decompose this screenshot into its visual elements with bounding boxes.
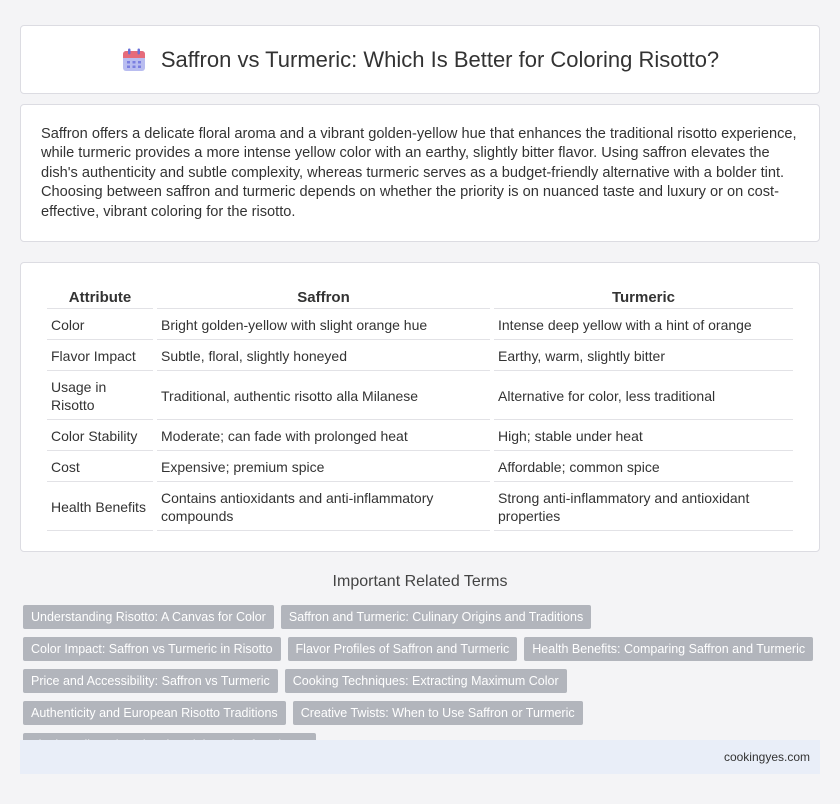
title-wrap [121,47,719,73]
related-term-link[interactable]: Flavor Profiles of Saffron and Turmeric [288,637,518,661]
table-row [47,452,793,482]
row-saffron: Subtle, floral, slightly honeyed [157,341,490,371]
row-saffron: Contains antioxidants and anti-inflammatory compounds [157,483,490,531]
footer-bar [20,740,820,774]
row-turmeric: Intense deep yellow with a hint of orange [494,310,793,340]
table-row [47,310,793,340]
calendar-icon [121,47,147,73]
row-saffron: Traditional, authentic risotto alla Milanese [157,372,490,420]
row-attribute: Health Benefits [47,483,153,531]
related-term-link[interactable]: Authenticity and European Risotto Traditions [23,701,286,725]
row-attribute: Usage in Risotto [47,372,153,420]
header-attribute: Attribute [47,284,153,309]
related-term-link[interactable]: Understanding Risotto: A Canvas for Color [23,605,274,629]
comparison-table [43,283,797,532]
intro-card [20,104,820,242]
intro-text: Saffron offers a delicate floral aroma and a vibrant golden-yellow hue that enhances the traditional risotto experience, while turmeric provides a more intense yellow color with an earthy, slightly bitter flavor. Using saffron elevates the dish's authenticity and subtle complexity, whereas turmeric serves as a budget-friendly alternative with a bolder tint. Choosing between saffron and turmeric depends on whether the priority is on nuanced taste and luxury or on cost-effective, vibrant coloring for the risotto. [41,126,797,220]
row-turmeric: Alternative for color, less traditional [494,372,793,420]
related-term-link[interactable]: Cooking Techniques: Extracting Maximum Color [285,669,567,693]
table-row [47,421,793,451]
row-saffron: Bright golden-yellow with slight orange hue [157,310,490,340]
footer-site-link[interactable]: cookingyes.com [723,750,810,764]
row-attribute: Flavor Impact [47,341,153,371]
row-attribute: Color Stability [47,421,153,451]
related-term-link[interactable]: Health Benefits: Comparing Saffron and Turmeric [524,637,813,661]
page-title: Saffron vs Turmeric: Which Is Better for Coloring Risotto? [160,46,720,72]
row-saffron: Expensive; premium spice [157,452,490,482]
related-term-link[interactable]: Price and Accessibility: Saffron vs Turmeric [23,669,278,693]
row-attribute: Color [47,310,153,340]
related-term-link[interactable]: Creative Twists: When to Use Saffron or Turmeric [293,701,583,725]
related-terms-list [23,605,823,757]
comparison-table-card [20,262,820,552]
row-saffron: Moderate; can fade with prolonged heat [157,421,490,451]
table-row [47,483,793,531]
table-row [47,341,793,371]
table-row [47,372,793,420]
related-term-link[interactable]: Color Impact: Saffron vs Turmeric in Risotto [23,637,281,661]
row-turmeric: Strong anti-inflammatory and antioxidant properties [494,483,793,531]
row-attribute: Cost [47,452,153,482]
row-turmeric: Earthy, warm, slightly bitter [494,341,793,371]
title-card [20,25,820,94]
related-term-link[interactable]: Saffron and Turmeric: Culinary Origins and Traditions [281,605,591,629]
related-terms-heading: Important Related Terms [332,573,508,590]
table-header-row [47,284,793,309]
row-turmeric: High; stable under heat [494,421,793,451]
header-saffron: Saffron [157,284,490,309]
row-turmeric: Affordable; common spice [494,452,793,482]
header-turmeric: Turmeric [494,284,793,309]
